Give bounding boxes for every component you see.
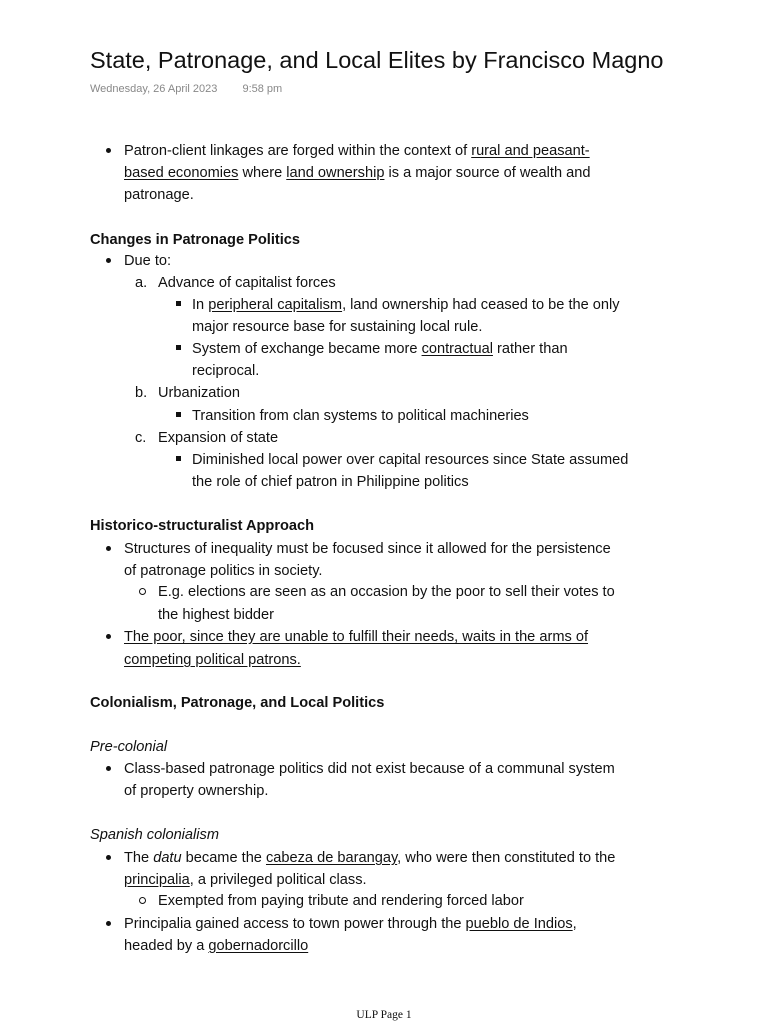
square-bullet-icon [176,412,181,417]
text-line: Principalia gained access to town power through the pueblo de Indios, [124,916,577,932]
text-line: the role of chief patron in Philippine politics [192,474,469,490]
text-line: reciprocal. [192,363,260,379]
text-line: Patron-client linkages are forged within the context of rural and peasant- [124,143,590,159]
square-bullet-icon [176,456,181,461]
text-line: based economies where land ownership is a major source of wealth and [124,165,591,181]
text-line: Advance of capitalist forces [158,275,336,291]
page-footer: ULP Page 1 [356,1009,412,1021]
text-line: Diminished local power over capital resources since State assumed [192,452,629,468]
text-line: of patronage politics in society. [124,563,323,579]
page-title: State, Patronage, and Local Elites by Francisco Magno [90,47,664,73]
bullet-icon [106,258,111,263]
circle-bullet-icon [139,897,146,904]
bullet-icon [106,634,111,639]
text-line: In peripheral capitalism, land ownership had ceased to be the only [192,297,620,313]
text-line: System of exchange became more contractual rather than [192,341,568,357]
text-line: The datu became the cabeza de barangay, who were then constituted to the [124,850,616,866]
text-line: Exempted from paying tribute and rendering forced labor [158,893,524,909]
text-line: Urbanization [158,385,240,401]
text-line: Structures of inequality must be focused since it allowed for the persistence [124,541,611,557]
text-line: The poor, since they are unable to fulfill their needs, waits in the arms of [124,629,589,645]
bullet-icon [106,546,111,551]
list-letter: b. [135,385,148,401]
text-line: E.g. elections are seen as an occasion by the poor to sell their votes to [158,584,615,600]
square-bullet-icon [176,345,181,350]
text-line: competing political patrons. [124,652,301,668]
page-meta [90,83,282,95]
text-line: major resource base for sustaining local rule. [192,319,483,335]
bullet-icon [106,921,111,926]
square-bullet-icon [176,301,181,306]
list-letter: a. [135,275,148,291]
subsection-heading: Pre-colonial [90,739,168,755]
bullet-icon [106,766,111,771]
text-line: Expansion of state [158,430,279,446]
text-line: of property ownership. [124,783,269,799]
section-heading: Historico-structuralist Approach [90,518,315,534]
subsection-heading: Spanish colonialism [90,827,219,843]
text-line: principalia, a privileged political class. [124,872,367,888]
bullet-icon [106,148,111,153]
text-line: Due to: [124,253,172,269]
page-date: Wednesday, 26 April 2023 [90,83,218,95]
circle-bullet-icon [139,588,146,595]
text-line: Transition from clan systems to political machineries [192,408,529,424]
bullet-icon [106,855,111,860]
text-line: the highest bidder [158,607,275,623]
list-letter: c. [135,430,147,446]
text-line: patronage. [124,187,194,203]
section-heading: Colonialism, Patronage, and Local Politics [90,695,385,711]
text-line: headed by a gobernadorcillo [124,938,309,954]
page-time: 9:58 pm [242,83,283,95]
text-line: Class-based patronage politics did not exist because of a communal system [124,761,615,777]
section-heading: Changes in Patronage Politics [90,232,301,248]
